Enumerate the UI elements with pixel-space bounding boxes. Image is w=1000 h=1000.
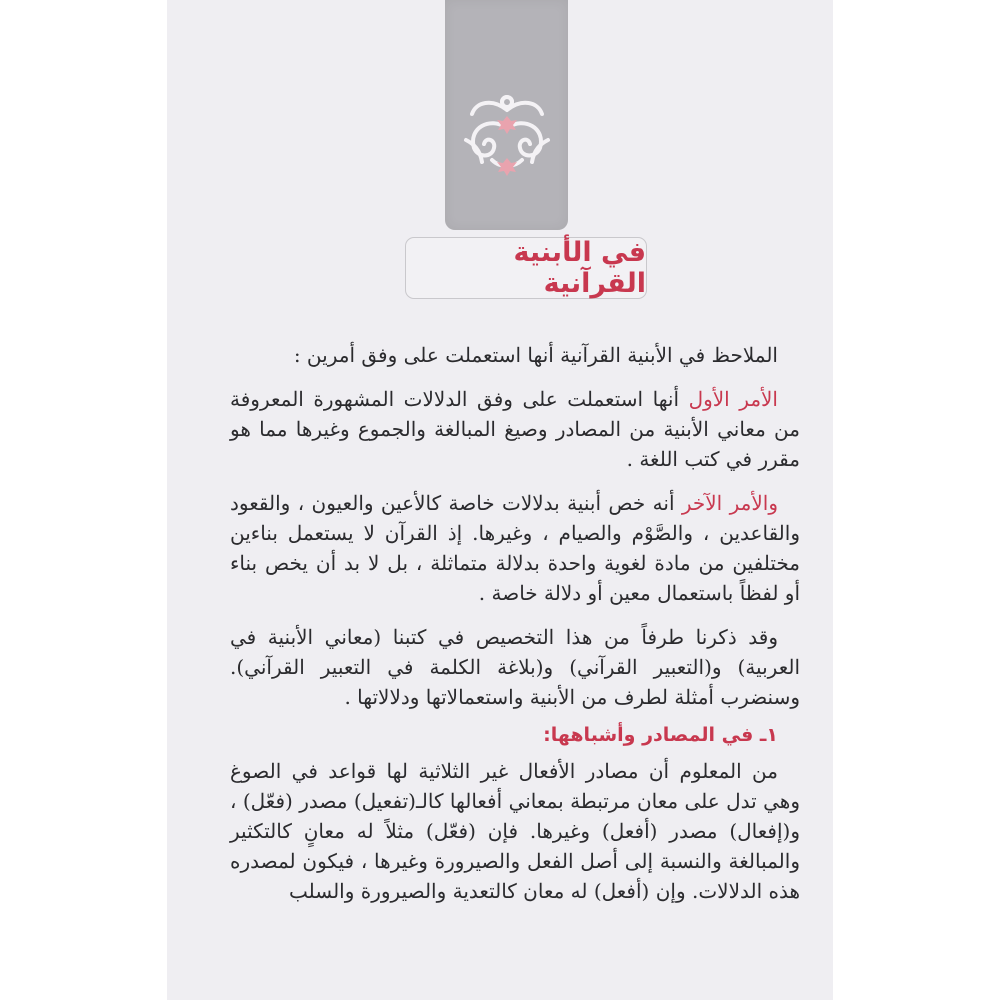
section-heading: ١ـ في المصادر وأشباهها:	[543, 724, 778, 746]
paragraph-second-matter	[230, 488, 800, 608]
paragraph-lead: والأمر الآخر	[681, 491, 778, 515]
chapter-title-box	[405, 237, 647, 299]
paragraph-text: من المعلوم أن مصادر الأفعال غير الثلاثية لها قواعد في الصوغ وهي تدل على معان مرتبطة بمعاني أفعالها كالـ(تفعيل) مصدر (فعّل) ، و(إفعال) مصدر (أفعل) وغيرها. فإن (فعّل) مثلاً له معانٍ كالتكثير والمبالغة والنسبة إلى أصل الفعل والصيرورة وغيرها ، فيكون لمصدره هذه الدلالات. وإن (أفعل) له معان كالتعدية والصيرورة والسلب	[230, 759, 800, 903]
paragraph-section	[230, 756, 800, 906]
paragraph-first-matter	[230, 384, 800, 474]
paragraph-text: الملاحظ في الأبنية القرآنية أنها استعملت على وفق أمرين :	[293, 343, 778, 367]
paragraph-text: وقد ذكرنا طرفاً من هذا التخصيص في كتبنا (معاني الأبنية في العربية) و(التعبير القرآني) و(بلاغة الكلمة في التعبير القرآني). وسنضرب أمثلة لطرف من الأبنية واستعمالاتها ودلالاتها .	[230, 625, 800, 709]
paragraph-references	[230, 622, 800, 712]
body-text	[230, 340, 800, 920]
paragraph-intro	[230, 340, 800, 370]
paragraph-lead: الأمر الأول	[688, 387, 778, 411]
floral-ornament-icon	[462, 88, 552, 178]
chapter-title: في الأبنية القرآنية	[513, 237, 646, 299]
chapter-banner	[445, 0, 568, 230]
paragraph-text: أنه خص أبنية بدلالات خاصة كالأعين والعيون ، والقعود والقاعدين ، والصَّوْم والصيام ، وغيرها. إذ القرآن لا يستعمل بناءين مختلفين من مادة لغوية واحدة بدلالة متماثلة ، بل لا بد أن يخص بناء أو لفظاً باستعمال معين أو دلالة خاصة .	[230, 491, 800, 605]
paragraph-text: أنها استعملت على وفق الدلالات المشهورة المعروفة من معاني الأبنية من المصادر وصيغ المبالغة والجموع وغيرها مما هو مقرر في كتب اللغة .	[230, 387, 800, 471]
